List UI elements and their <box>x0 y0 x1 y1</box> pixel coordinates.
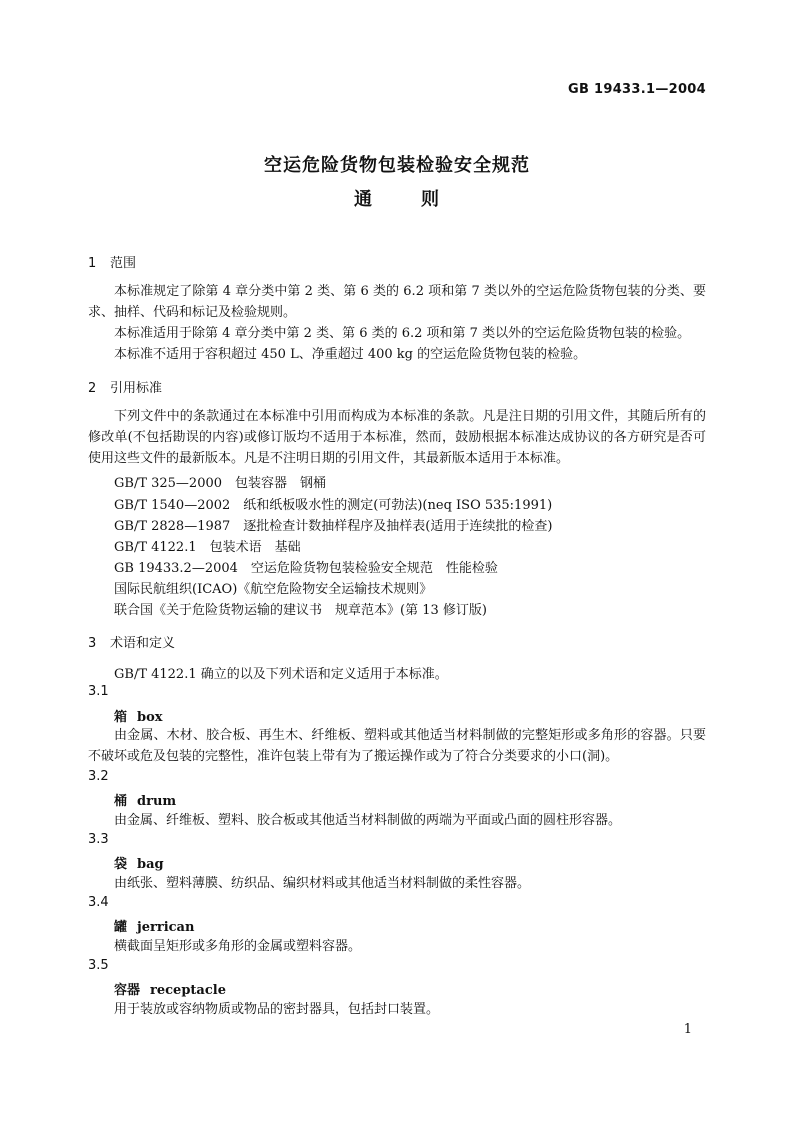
document-title: 空运危险货物包装检验安全规范 <box>264 155 530 176</box>
term-zh: 罐 <box>114 920 128 935</box>
clause-number: 3.5 <box>88 958 109 973</box>
section-2-heading <box>88 377 162 396</box>
term-en: jerrican <box>137 920 195 935</box>
section-1-paragraph-3: 本标准不适用于容积超过 450 L、净重超过 400 kg 的空运危险货物包装的检验。 <box>114 347 587 362</box>
reference-item: GB/T 4122.1 包装术语 基础 <box>114 540 301 555</box>
term-definition: 横截面呈矩形或多角形的金属或塑料容器。 <box>114 939 362 954</box>
section-2-paragraph-1: 下列文件中的条款通过在本标准中引用而构成为本标准的条款。凡是注日期的引用文件，其随后所有的修改单(不包括勘误的内容)或修订版均不适用于本标准，然而，鼓励根据本标准达成协议的各方研究是否可使用这些文件的最新版本。凡是不注明日期的引用文件，其最新版本适用于本标准。 <box>88 409 706 466</box>
section-title: 范围 <box>110 256 137 271</box>
reference-item: GB/T 325—2000 包装容器 钢桶 <box>114 476 327 491</box>
section-number: 2 <box>88 381 97 396</box>
reference-item: GB/T 2828—1987 逐批检查计数抽样程序及抽样表(适用于连续批的检查) <box>114 519 553 534</box>
clause-number: 3.2 <box>88 769 109 784</box>
section-title: 引用标准 <box>110 381 163 396</box>
reference-item: GB 19433.2—2004 空运危险货物包装检验安全规范 性能检验 <box>114 561 498 576</box>
subtitle-part-1: 通 <box>354 189 373 210</box>
term-zh: 袋 <box>114 857 128 872</box>
clause-number: 3.4 <box>88 895 109 910</box>
reference-item: GB/T 1540—2002 纸和纸板吸水性的测定(可勃法)(neq ISO 535:1991) <box>114 498 553 513</box>
page-number: 1 <box>683 1022 692 1037</box>
section-1-paragraph-1: 本标准规定了除第 4 章分类中第 2 类、第 6 类的 6.2 项和第 7 类以外的空运危险货物包装的分类、要求、抽样、代码和标记及检验规则。 <box>88 284 706 320</box>
term-entry <box>114 853 164 872</box>
term-zh: 容器 <box>114 983 141 998</box>
term-entry <box>114 916 194 935</box>
standard-code: GB 19433.1—2004 <box>568 82 706 97</box>
clause-number: 3.3 <box>88 832 109 847</box>
section-title: 术语和定义 <box>110 636 176 651</box>
reference-item: 联合国《关于危险货物运输的建议书 规章范本》(第 13 修订版) <box>114 603 487 618</box>
term-en: drum <box>137 794 177 809</box>
term-zh: 箱 <box>114 710 128 725</box>
term-entry <box>114 979 226 998</box>
term-entry <box>114 790 176 809</box>
reference-item: 国际民航组织(ICAO)《航空危险物安全运输技术规则》 <box>114 582 433 597</box>
term-entry <box>114 706 163 725</box>
term-definition: 由纸张、塑料薄膜、纺织品、编织材料或其他适当材料制做的柔性容器。 <box>114 876 531 891</box>
term-en: receptacle <box>150 983 226 998</box>
term-definition: 由金属、木材、胶合板、再生木、纤维板、塑料或其他适当材料制做的完整矩形或多角形的容器。只要不破坏或危及包装的完整性，准许包装上带有为了搬运操作或为了符合分类要求的小口(洞)。 <box>88 728 706 764</box>
term-zh: 桶 <box>114 794 128 809</box>
term-definition: 用于装放或容纳物质或物品的密封器具，包括封口装置。 <box>114 1002 440 1017</box>
section-1-paragraph-2: 本标准适用于除第 4 章分类中第 2 类、第 6 类的 6.2 项和第 7 类以外的空运危险货物包装的检验。 <box>114 326 691 341</box>
clause-number: 3.1 <box>88 684 109 699</box>
subtitle-part-2: 则 <box>421 189 440 210</box>
term-en: box <box>137 710 163 725</box>
term-en: bag <box>137 857 164 872</box>
section-number: 3 <box>88 636 97 651</box>
section-number: 1 <box>88 256 97 271</box>
section-1-heading <box>88 252 136 271</box>
document-subtitle <box>0 185 794 211</box>
section-3-heading <box>88 632 175 651</box>
term-definition: 由金属、纤维板、塑料、胶合板或其他适当材料制做的两端为平面或凸面的圆柱形容器。 <box>114 813 622 828</box>
section-3-intro: GB/T 4122.1 确立的以及下列术语和定义适用于本标准。 <box>114 667 448 682</box>
